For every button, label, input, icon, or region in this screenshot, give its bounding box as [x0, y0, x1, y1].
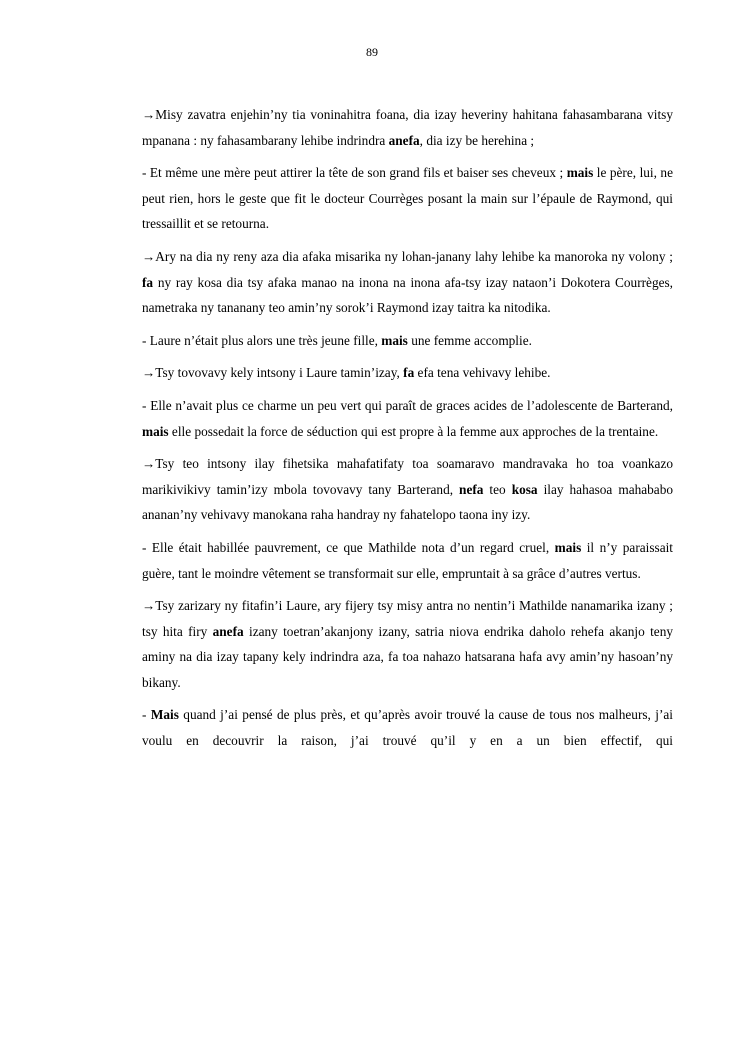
- bold-conjunction: fa: [142, 274, 154, 290]
- text-run: →Tsy tovovavy kely intsony i Laure tamin’izay,: [142, 365, 404, 381]
- text-run: teo: [483, 481, 512, 497]
- text-run: ilay hahasoa mahababo ananan’ny vehivavy manokana raha handray ny fahatelopo taona iny izy.: [142, 481, 673, 523]
- paragraph: [142, 360, 673, 386]
- text-run: une femme accomplie.: [407, 332, 532, 348]
- paragraph: [142, 244, 673, 321]
- text-run: elle possedait la force de séduction qui est propre à la femme aux approches de la trentaine.: [168, 423, 659, 439]
- bold-conjunction: anefa: [212, 623, 244, 639]
- bold-conjunction: fa: [403, 365, 415, 381]
- text-run: le père, lui, ne peut rien, hors le geste que fit le docteur Courrèges posant la main sur l’épaule de Raymond, qui tressaillit et se retourna.: [142, 165, 673, 232]
- paragraph: [142, 102, 673, 153]
- bold-conjunction: mais: [142, 423, 169, 439]
- text-run: efa tena vehivavy lehibe.: [414, 365, 551, 381]
- text-run: -: [142, 707, 151, 723]
- paragraph: [142, 393, 673, 444]
- bold-conjunction: mais: [566, 165, 594, 181]
- text-run: →Misy zavatra enjehin’ny tia voninahitra foana, dia izay heveriny hahitana fahasambarana vitsy mpanana : ny fahasambarany lehibe indrindra: [142, 107, 673, 148]
- document-body: [142, 102, 673, 761]
- text-run: quand j’ai pensé de plus près, et qu’après avoir trouvé la cause de tous nos malheurs, j’ai voulu en decouvrir la raison, j’ai trouvé qu’il y en a un bien effectif, qui: [142, 707, 673, 749]
- text-run: →Ary na dia ny reny aza dia afaka misarika ny lohan-janany lahy lehibe ka manoroka ny volony ;: [142, 248, 673, 264]
- page-number: 89: [366, 45, 378, 59]
- bold-conjunction: anefa: [388, 132, 420, 148]
- paragraph: [142, 702, 673, 753]
- paragraph: [142, 328, 673, 354]
- paragraph: [142, 593, 673, 695]
- paragraph: [142, 160, 673, 237]
- text-run: , dia izy be herehina ;: [419, 132, 535, 148]
- bold-conjunction: mais: [554, 539, 582, 555]
- text-run: →Tsy zarizary ny fitafin’i Laure, ary fijery tsy misy antra no nentin’i Mathilde nanamarika izany ; tsy hita firy: [142, 598, 673, 639]
- paragraph: [142, 451, 673, 528]
- text-run: il n’y paraissait guère, tant le moindre vêtement se transformait sur elle, empruntait à sa grâce d’autres vertus.: [142, 539, 673, 581]
- paragraph: [142, 535, 673, 586]
- bold-conjunction: mais: [381, 332, 408, 348]
- text-run: - Elle était habillée pauvrement, ce que Mathilde nota d’un regard cruel,: [142, 539, 555, 555]
- bold-conjunction: kosa: [511, 481, 538, 497]
- text-run: →Tsy teo intsony ilay fihetsika mahafatifaty toa soamaravo mandravaka ho toa voankazo marikivikivy tamin’izy mbola tovovavy tany Barterand,: [142, 456, 673, 497]
- text-run: izany toetran’akanjony izany, satria niova endrika daholo rehefa akanjo teny aminy na dia izay tapany kely indrindra aza, fa toa nahazo hatsarana hafa avy amin’ny hasoan’ny bikany.: [142, 623, 673, 690]
- bold-conjunction: nefa: [459, 481, 484, 497]
- text-run: - Et même une mère peut attirer la tête de son grand fils et baiser ses cheveux ;: [142, 165, 567, 181]
- text-run: - Elle n’avait plus ce charme un peu vert qui paraît de graces acides de l’adolescente de Barterand,: [142, 397, 673, 413]
- text-run: ny ray kosa dia tsy afaka manao na inona na inona afa-tsy izay nataon’i Dokotera Courrèges, nametraka ny tananany teo amin’ny sorok’i Raymond izay taitra ka nitodika.: [142, 274, 673, 316]
- bold-conjunction: Mais: [150, 707, 179, 723]
- text-run: - Laure n’était plus alors une très jeune fille,: [142, 332, 382, 348]
